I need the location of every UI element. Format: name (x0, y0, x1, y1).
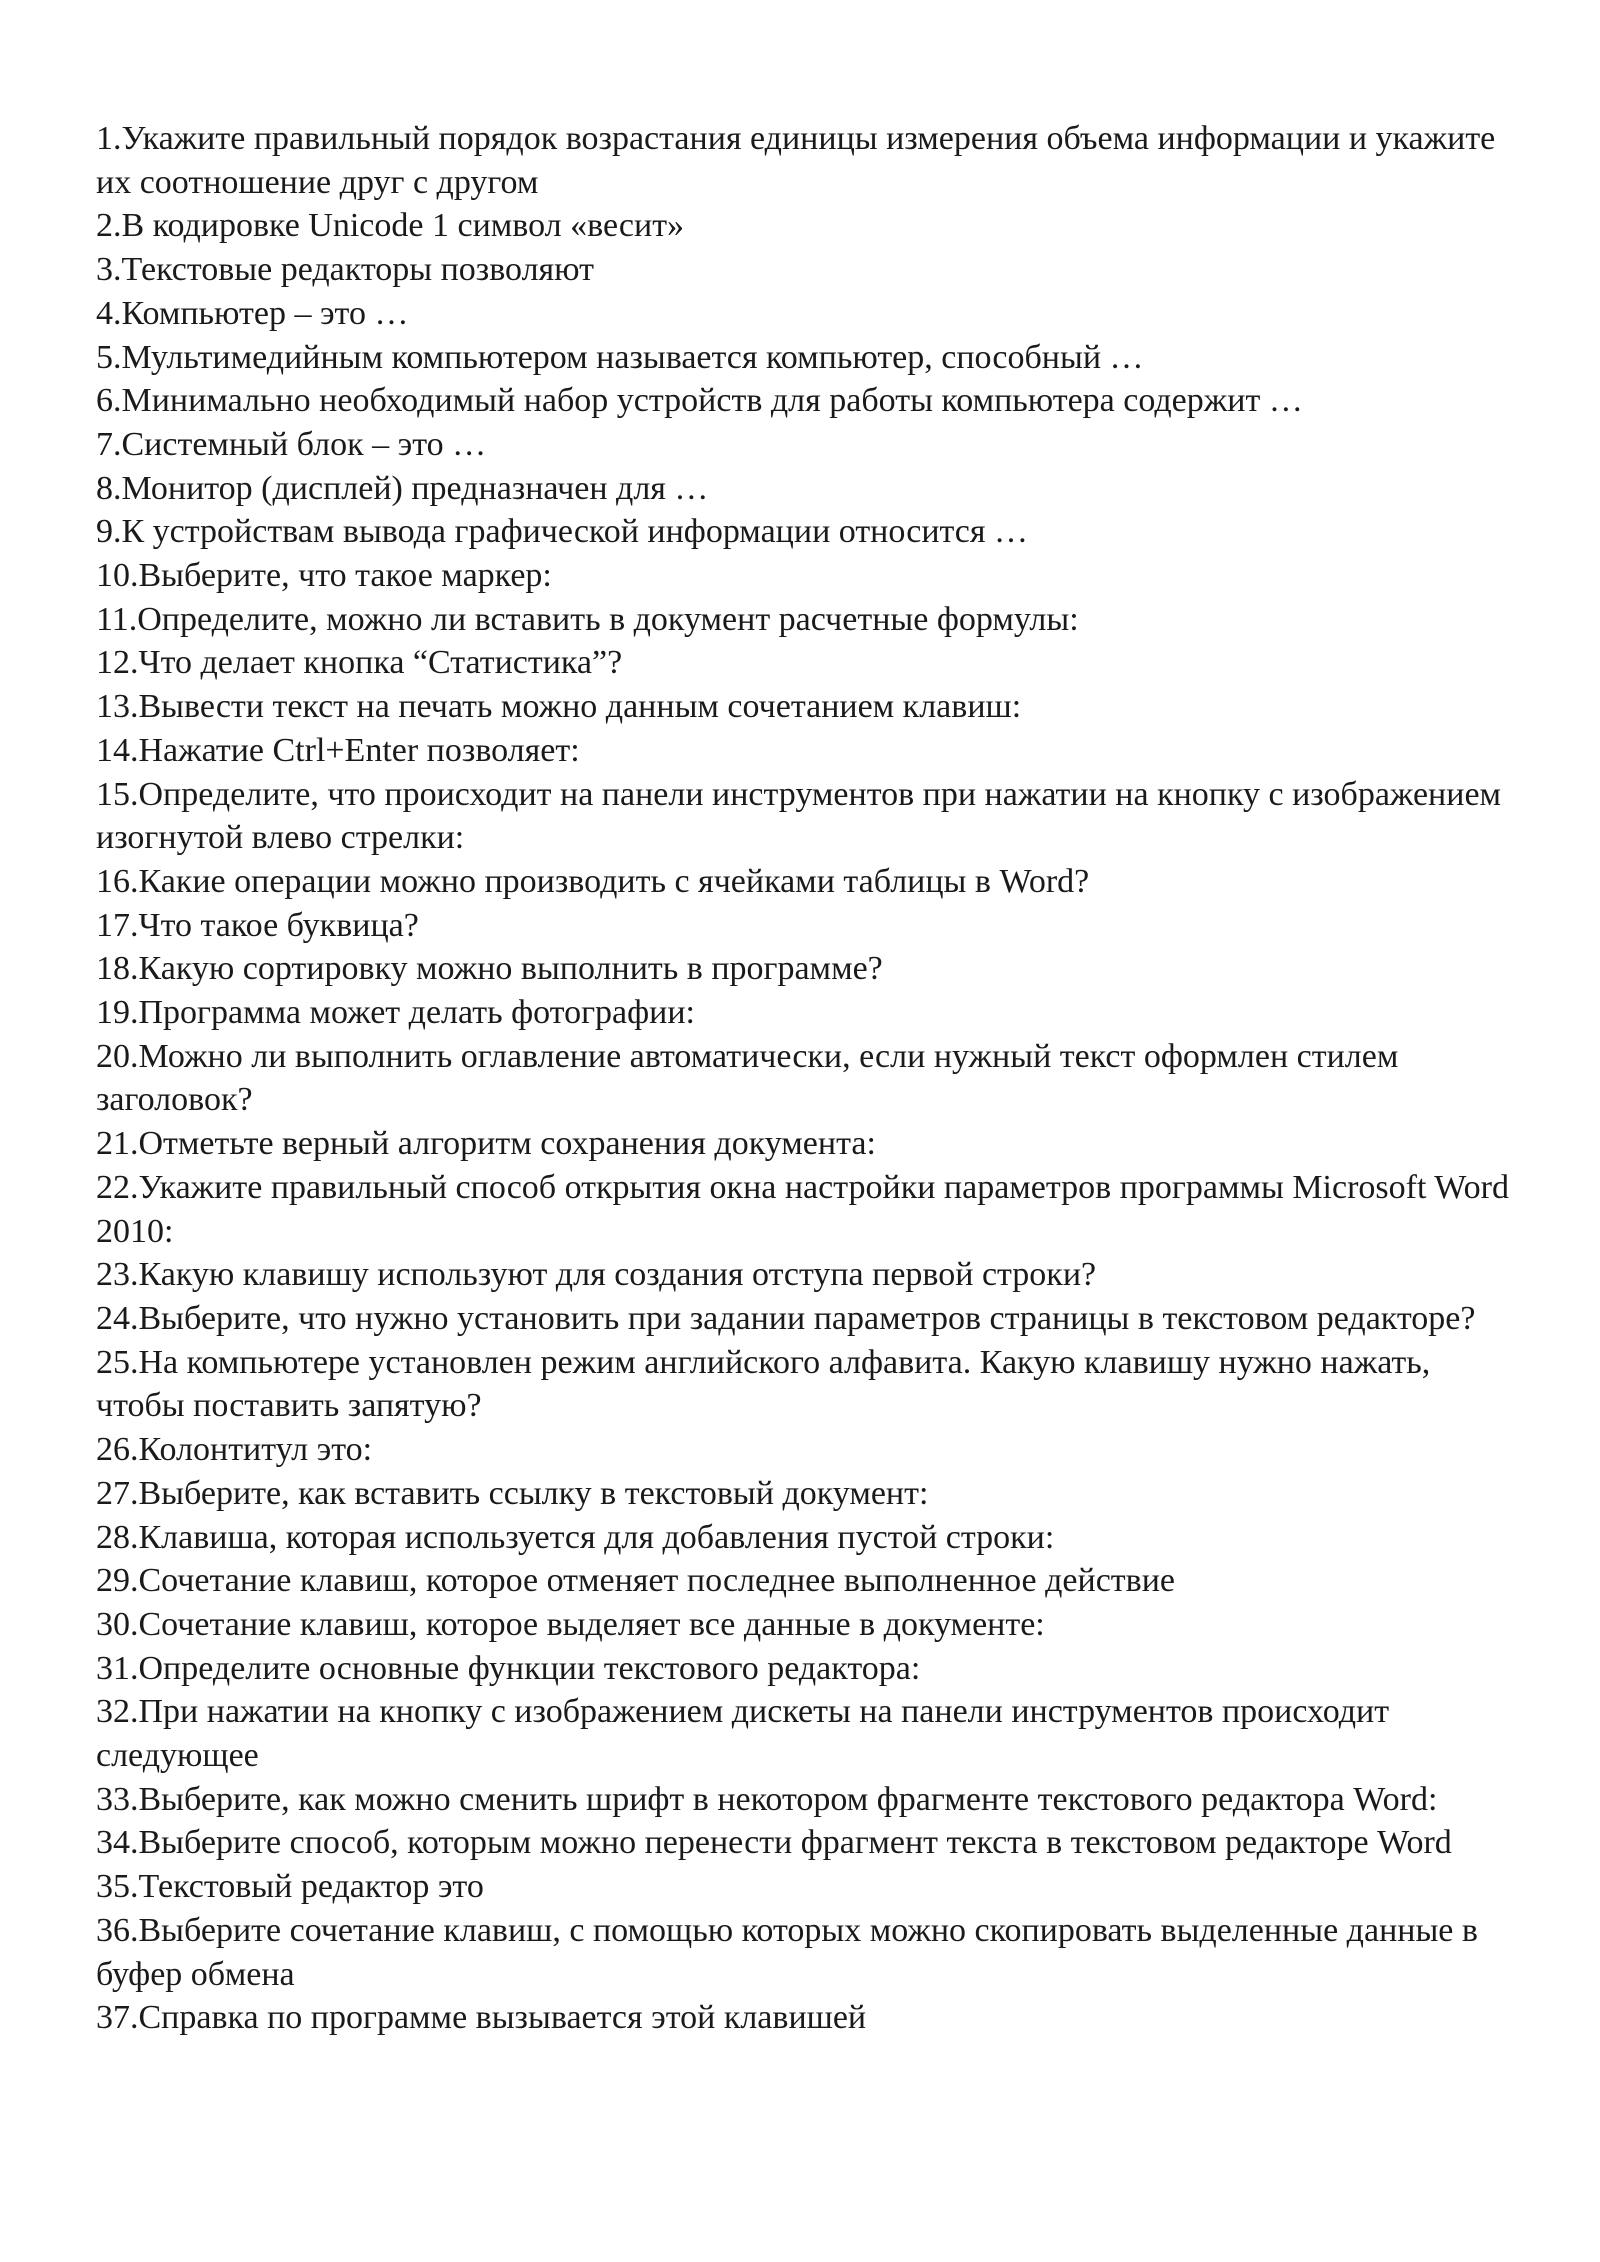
question-item: 36.Выберите сочетание клавиш, с помощью которых можно скопировать выделенные данные в буфер обмена (96, 1911, 1478, 1993)
question-item: 17.Что такое буквица? (96, 906, 419, 944)
question-item: 15.Определите, что происходит на панели инструментов при нажатии на кнопку с изображением изогнутой влево стрелки: (96, 775, 1502, 857)
question-item: 9.К устройствам вывода графической информации относится … (96, 513, 1029, 551)
question-item: 30.Сочетание клавиш, которое выделяет все данные в документе: (96, 1605, 1045, 1643)
question-item: 33.Выберите, как можно сменить шрифт в некотором фрагменте текстового редактора Word: (96, 1780, 1438, 1818)
question-item: 22.Укажите правильный способ открытия окна настройки параметров программы Microsoft Word 2010: (96, 1168, 1509, 1250)
question-item: 35.Текстовый редактор это (96, 1868, 484, 1906)
question-item: 4.Компьютер – это … (96, 294, 409, 332)
question-item: 19.Программа может делать фотографии: (96, 994, 695, 1032)
question-item: 26.Колонтитул это: (96, 1431, 373, 1469)
question-item: 13.Вывести текст на печать можно данным сочетанием клавиш: (96, 688, 1022, 726)
question-item: 12.Что делает кнопка “Статистика”? (96, 644, 623, 682)
question-item: 18.Какую сортировку можно выполнить в программе? (96, 950, 883, 988)
question-item: 32.При нажатии на кнопку с изображением дискеты на панели инструментов происходит следующее (96, 1693, 1390, 1775)
question-item: 5.Мультимедийным компьютером называется компьютер, способный … (96, 338, 1144, 376)
question-item: 20.Можно ли выполнить оглавление автоматически, если нужный текст оформлен стилем заголовок? (96, 1037, 1399, 1119)
question-item: 34.Выберите способ, которым можно перенести фрагмент текста в текстовом редакторе Word (96, 1824, 1452, 1862)
question-item: 7.Системный блок – это … (96, 425, 487, 463)
question-item: 14.Нажатие Ctrl+Enter позволяет: (96, 731, 580, 769)
question-item: 28.Клавиша, которая используется для добавления пустой строки: (96, 1518, 1055, 1556)
question-item: 11.Определите, можно ли вставить в документ расчетные формулы: (96, 600, 1079, 638)
question-list (96, 117, 1516, 2040)
question-item: 23.Какую клавишу используют для создания отступа первой строки? (96, 1256, 1097, 1294)
question-item: 16.Какие операции можно производить с ячейками таблицы в Word? (96, 862, 1090, 900)
question-item: 27.Выберите, как вставить ссылку в текстовый документ: (96, 1474, 929, 1512)
question-item: 24.Выберите, что нужно установить при задании параметров страницы в текстовом редакторе? (96, 1299, 1476, 1337)
question-item: 2.В кодировке Unicode 1 символ «весит» (96, 207, 685, 245)
question-item: 29.Сочетание клавиш, которое отменяет последнее выполненное действие (96, 1562, 1175, 1600)
question-item: 37.Справка по программе вызывается этой клавишей (96, 1999, 867, 2037)
question-item: 8.Монитор (дисплей) предназначен для … (96, 469, 709, 507)
question-item: 6.Минимально необходимый набор устройств для работы компьютера содержит … (96, 382, 1303, 420)
question-item: 31.Определите основные функции текстового редактора: (96, 1649, 921, 1687)
question-item: 10.Выберите, что такое маркер: (96, 557, 552, 595)
question-item: 3.Текстовые редакторы позволяют (96, 251, 594, 289)
question-item: 1.Укажите правильный порядок возрастания единицы измерения объема информации и укажите их соотношение друг с другом (96, 120, 1496, 201)
question-item: 21.Отметьте верный алгоритм сохранения документа: (96, 1125, 876, 1163)
question-item: 25.На компьютере установлен режим английского алфавита. Какую клавишу нужно нажать, чтобы поставить запятую? (96, 1343, 1431, 1425)
